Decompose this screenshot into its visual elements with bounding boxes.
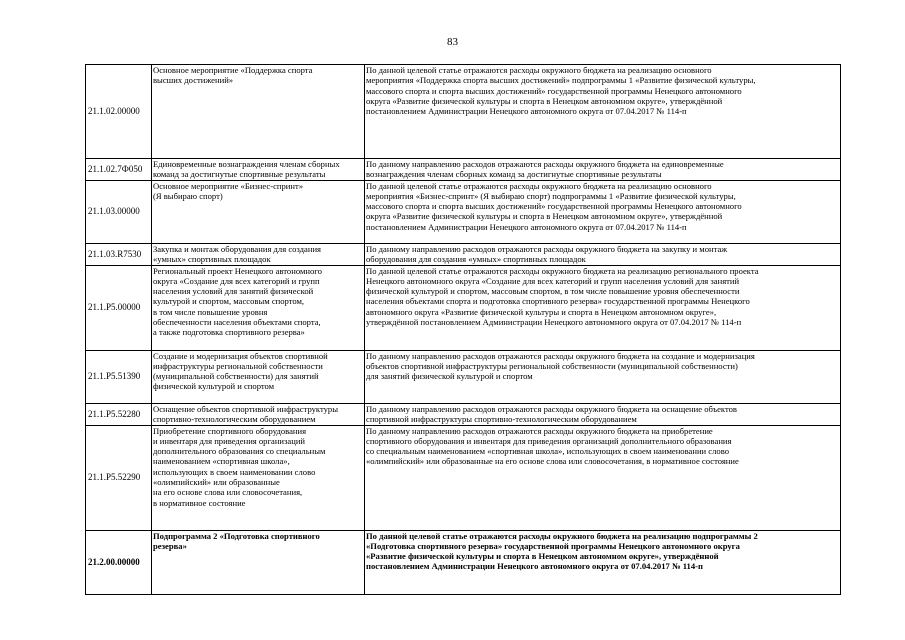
cell-text-line: «умных» спортивных площадок xyxy=(153,253,271,264)
cell-text-line: в том числе повышение уровня xyxy=(153,306,268,317)
page-number: 83 xyxy=(447,36,458,48)
cell-text-line: команд за достигнутые спортивные результаты xyxy=(153,169,326,180)
table-row xyxy=(86,180,841,243)
description-cell xyxy=(365,265,841,350)
cell-text-line: «Подготовка спортивного резерва» государственной программы Ненецкого автономного округа xyxy=(366,540,740,551)
code-cell: 21.1.03.R7530 xyxy=(86,243,152,265)
cell-text-line: культурой и спортом, массовым спортом, xyxy=(153,296,305,307)
cell-text-line: обеспеченности населения объектами спорта, xyxy=(153,317,321,328)
code-cell: 21.1.02.7Ф050 xyxy=(86,159,152,181)
cell-text-line: автономного округа «Развитие физической культуры и спорта в Ненецком автономном округе», xyxy=(366,306,717,317)
code-cell: 21.1.P5.52290 xyxy=(86,425,152,530)
name-cell xyxy=(152,350,365,403)
cell-text-line: постановлением Администрации Ненецкого автономного округа от 07.04.2017 № 114-п xyxy=(366,106,687,117)
table-row xyxy=(86,159,841,181)
cell-text-line: для занятий физической культурой и спортом xyxy=(366,371,533,382)
cell-text-line: Оснащение объектов спортивной инфраструктуры xyxy=(153,403,339,414)
cell-text-line: (Я выбираю спорт) xyxy=(153,190,223,201)
cell-text-line: По данной целевой статье отражаются расходы окружного бюджета на реализацию основного xyxy=(366,180,712,191)
cell-text-line: (муниципальной собственности) для занятий xyxy=(153,371,319,382)
table-row xyxy=(86,403,841,425)
table-row xyxy=(86,530,841,594)
table-row xyxy=(86,265,841,350)
cell-text-line: утверждённой постановлением Администрации Ненецкого автономного округа от 07.04.2017 № 114-п xyxy=(366,317,742,328)
cell-text-line: наименованием «спортивная школа», xyxy=(153,456,290,467)
code-cell: 21.2.00.00000 xyxy=(86,530,152,594)
code-cell: 21.1.P5.00000 xyxy=(86,265,152,350)
cell-text-line: физической культурой и спортом xyxy=(153,381,275,392)
cell-text-line: массового спорта и спорта высших достижений» государственной программы Ненецкого автономного xyxy=(366,201,742,212)
name-cell xyxy=(152,65,365,159)
cell-text-line: По данному направлению расходов отражаются расходы окружного бюджета на приобретение xyxy=(366,425,713,436)
cell-text-line: мероприятия «Поддержка спорта высших достижений» подпрограммы 1 «Развитие физической культуры, xyxy=(366,75,756,86)
code-cell: 21.1.P5.52280 xyxy=(86,403,152,425)
cell-text-line: По данной целевой статье отражаются расходы окружного бюджета на реализацию подпрограммы 2 xyxy=(366,530,758,541)
cell-text-line: округа «Развитие физической культуры и спорта в Ненецком автономном округе», утверждённой xyxy=(366,95,723,106)
cell-text-line: вознаграждения членам сборных команд за достигнутые спортивные результаты xyxy=(366,169,662,180)
cell-text-line: постановлением Администрации Ненецкого автономного округа от 07.04.2017 № 114-п xyxy=(366,221,687,232)
description-cell xyxy=(365,180,841,243)
cell-text-line: «олимпийский» или образованные xyxy=(153,477,280,488)
cell-text-line: Основное мероприятие «Поддержка спорта xyxy=(153,65,313,75)
code-cell: 21.1.03.00000 xyxy=(86,180,152,243)
cell-text-line: физической культурой и спортом, массовым спортом, в том числе повышение уровня обеспеченности xyxy=(366,286,740,297)
cell-text-line: а также подготовка спортивного резерва» xyxy=(153,327,305,338)
description-cell xyxy=(365,243,841,265)
name-cell xyxy=(152,243,365,265)
cell-text-line: резерва» xyxy=(153,540,187,551)
table-row xyxy=(86,350,841,403)
table-row xyxy=(86,243,841,265)
name-cell xyxy=(152,530,365,594)
description-cell xyxy=(365,159,841,181)
cell-text-line: спортивного оборудования и инвентаря для приведения организаций дополнительного образования xyxy=(366,435,732,446)
cell-text-line: оборудования для создания «умных» спортивных площадок xyxy=(366,253,586,264)
name-cell xyxy=(152,403,365,425)
description-cell xyxy=(365,65,841,159)
name-cell xyxy=(152,159,365,181)
cell-text-line: По данному направлению расходов отражаются расходы окружного бюджета на оснащение объектов xyxy=(366,403,737,414)
name-cell xyxy=(152,180,365,243)
cell-text-line: инфраструктуры региональной собственности xyxy=(153,360,323,371)
cell-text-line: высших достижений» xyxy=(153,75,234,86)
cell-text-line: дополнительного образования со специальным xyxy=(153,446,326,457)
name-cell xyxy=(152,425,365,530)
cell-text-line: мероприятия «Бизнес-спринт» (Я выбираю спорт) подпрограммы 1 «Развитие физической культуры, xyxy=(366,190,736,201)
cell-text-line: По данной целевой статье отражаются расходы окружного бюджета на реализацию регионального проекта xyxy=(366,265,759,276)
cell-text-line: объектов спортивной инфраструктуры региональной собственности (муниципальной собственности) xyxy=(366,360,738,371)
cell-text-line: Приобретение спортивного оборудования xyxy=(153,425,307,436)
cell-text-line: Единовременные вознаграждения членам сборных xyxy=(153,159,340,169)
cell-text-line: По данному направлению расходов отражаются расходы окружного бюджета на закупку и монтаж xyxy=(366,243,728,254)
cell-text-line: Ненецкого автономного округа «Создание для всех категорий и групп населения условий для занятий xyxy=(366,275,740,286)
cell-text-line: округа «Развитие физической культуры и спорта в Ненецком автономном округе», утверждённой xyxy=(366,211,723,222)
cell-text-line: спортивно-технологическим оборудованием xyxy=(153,413,316,424)
cell-text-line: «Развитие физической культуры и спорта в Ненецком автономном округе», утверждённой xyxy=(366,551,719,562)
cell-text-line: со специальным наименованием «спортивная школа», использующих в своем наименовании слово xyxy=(366,446,729,457)
description-cell xyxy=(365,350,841,403)
cell-text-line: «олимпийский» или образованные на его основе слова или словосочетания, в нормативное состояние xyxy=(366,456,739,467)
table-row xyxy=(86,65,841,159)
cell-text-line: Региональный проект Ненецкого автономного xyxy=(153,265,322,276)
code-cell: 21.1.P5.51390 xyxy=(86,350,152,403)
cell-text-line: Создание и модернизация объектов спортивной xyxy=(153,350,328,361)
cell-text-line: Закупка и монтаж оборудования для создания xyxy=(153,243,322,254)
cell-text-line: использующих в своем наименовании слово xyxy=(153,466,316,477)
table-row xyxy=(86,425,841,530)
cell-text-line: Подпрограмма 2 «Подготовка спортивного xyxy=(153,530,320,541)
cell-text-line: По данному направлению расходов отражаются расходы окружного бюджета на создание и модернизация xyxy=(366,350,755,361)
description-cell xyxy=(365,403,841,425)
cell-text-line: и инвентаря для приведения организаций xyxy=(153,435,306,446)
cell-text-line: округа «Создание для всех категорий и групп xyxy=(153,275,320,286)
name-cell xyxy=(152,265,365,350)
target-articles-table xyxy=(85,64,841,595)
cell-text-line: в нормативное состояние xyxy=(153,497,246,508)
description-cell xyxy=(365,530,841,594)
cell-text-line: населения объектами спорта и подготовка спортивного резерва» государственной программы Ненецкого xyxy=(366,296,750,307)
cell-text-line: Основное мероприятие «Бизнес-спринт» xyxy=(153,180,304,191)
code-cell: 21.1.02.00000 xyxy=(86,65,152,159)
description-cell xyxy=(365,425,841,530)
cell-text-line: на его основе слова или словосочетания, xyxy=(153,487,303,498)
cell-text-line: По данной целевой статье отражаются расходы окружного бюджета на реализацию основного xyxy=(366,65,712,75)
table-body xyxy=(86,65,841,595)
cell-text-line: населения условий для занятий физической xyxy=(153,286,314,297)
cell-text-line: массового спорта и спорта высших достижений» государственной программы Ненецкого автономного xyxy=(366,85,742,96)
cell-text-line: По данному направлению расходов отражаются расходы окружного бюджета на единовременные xyxy=(366,159,724,169)
cell-text-line: постановлением Администрации Ненецкого автономного округа от 07.04.2017 № 114-п xyxy=(366,561,703,572)
cell-text-line: спортивной инфраструктуры спортивно-технологическим оборудованием xyxy=(366,413,637,424)
